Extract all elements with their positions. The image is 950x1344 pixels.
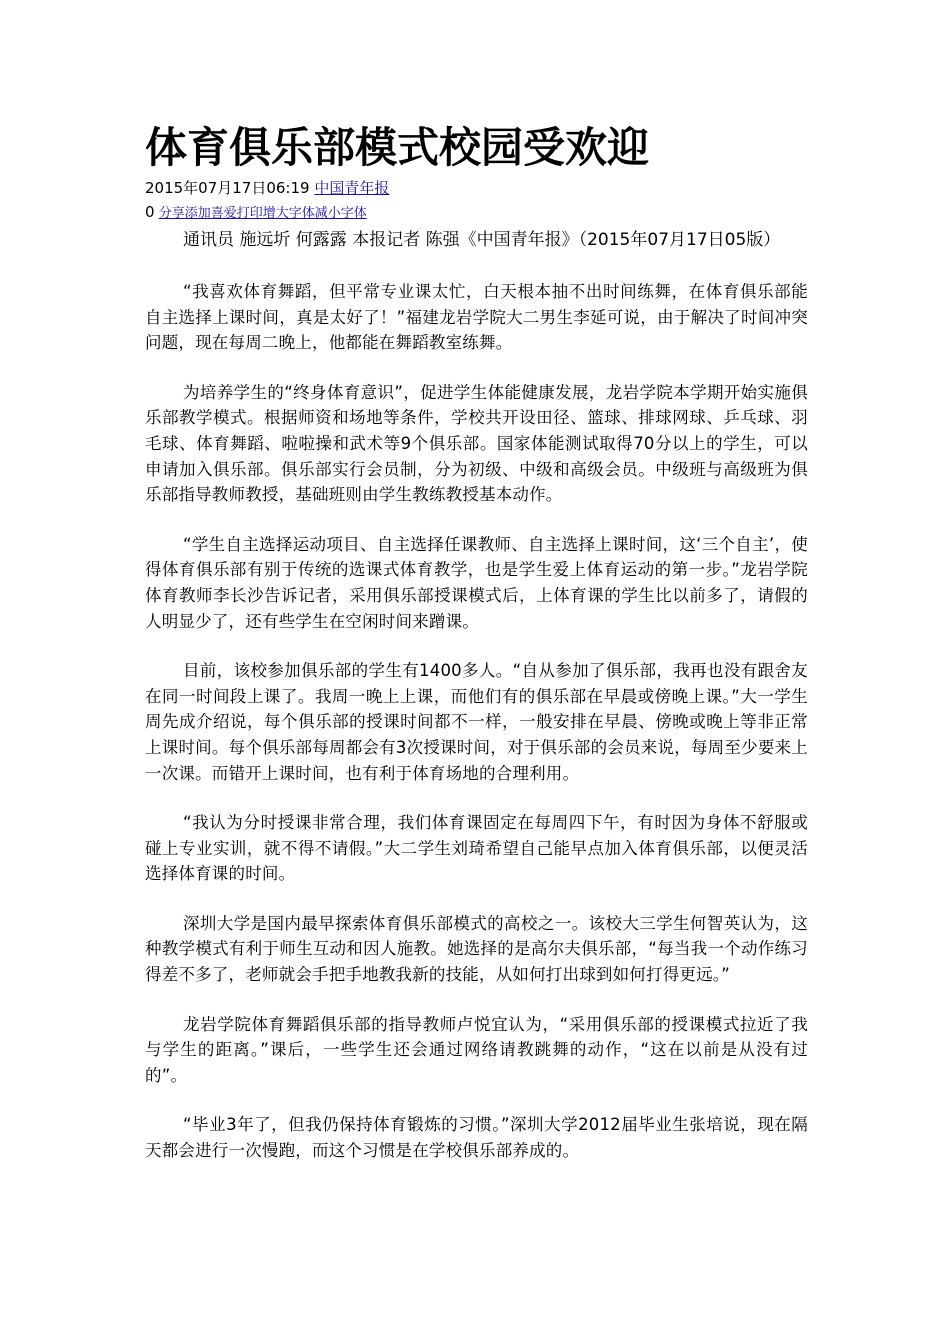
article <box>145 118 808 1188</box>
paragraph-2: 为培养学生的“终身体育意识”，促进学生体能健康发展，龙岩学院本学期开始实施俱乐部教学模式。根据师资和场地等条件，学校共开设田径、篮球、排球网球、乒乓球、羽毛球、体育舞蹈、啦啦操和武术等9个俱乐部。国家体能测试取得70分以上的学生，可以申请加入俱乐部。俱乐部实行会员制，分为初级、中级和高级会员。中级班与高级班为俱乐部指导教师教授，基础班则由学生教练教授基本动作。 <box>145 382 808 505</box>
paragraph-8: “毕业3年了，但我仍保持体育锻炼的习惯。”深圳大学2012届毕业生张培说，现在隔天都会进行一次慢跑，而这个习惯是在学校俱乐部养成的。 <box>145 1115 808 1161</box>
publish-datetime: 2015年07月17日06:19 <box>145 179 310 197</box>
decrease-font-link[interactable]: 减小字体 <box>314 206 367 221</box>
increase-font-link[interactable]: 增大字体 <box>262 206 315 221</box>
article-body <box>145 279 808 1164</box>
share-count: 0 <box>145 203 155 221</box>
add-favorite-link[interactable]: 添加喜爱 <box>184 206 237 221</box>
article-byline: 通讯员 施远圻 何露露 本报记者 陈强《中国青年报》（2015年07月17日05版） <box>183 230 781 250</box>
article-tools <box>145 202 808 224</box>
print-link[interactable]: 打印 <box>236 206 263 221</box>
paragraph-4: 目前，该校参加俱乐部的学生有1400多人。“自从参加了俱乐部，我再也没有跟舍友在同一时间段上课了。我周一晚上上课，而他们有的俱乐部在早晨或傍晚上课。”大一学生周先成介绍说，每个俱乐部的授课时间都不一样，一般安排在早晨、傍晚或晚上等非正常上课时间。每个俱乐部每周都会有3次授课时间，对于俱乐部的会员来说，每周至少要来上一次课。而错开上课时间，也有利于体育场地的合理利用。 <box>145 661 808 783</box>
paragraph-7: 龙岩学院体育舞蹈俱乐部的指导教师卢悦宜认为，“采用俱乐部的授课模式拉近了我与学生的距离。”课后，一些学生还会通过网络请教跳舞的动作，“这在以前是从没有过的”。 <box>145 1014 808 1085</box>
article-title: 体育俱乐部模式校园受欢迎 <box>145 123 650 172</box>
source-link[interactable]: 中国青年报 <box>314 179 390 197</box>
share-link[interactable]: 分享 <box>158 206 185 221</box>
paragraph-1: “我喜欢体育舞蹈，但平常专业课太忙，白天根本抽不出时间练舞，在体育俱乐部能自主选择上课时间，真是太好了！”福建龙岩学院大二男生李延可说，由于解决了时间冲突问题，现在每周二晚上，他都能在舞蹈教室练舞。 <box>145 282 808 353</box>
paragraph-6: 深圳大学是国内最早探索体育俱乐部模式的高校之一。该校大三学生何智英认为，这种教学模式有利于师生互动和因人施教。她选择的是高尔夫俱乐部，“每当我一个动作练习得差不多了，老师就会手把手地教我新的技能，从如何打出球到如何打得更远。” <box>145 913 808 985</box>
article-meta <box>145 178 808 198</box>
paragraph-3: “学生自主选择运动项目、自主选择任课教师、自主选择上课时间，这‘三个自主’，使得体育俱乐部有别于传统的选课式体育教学，也是学生爱上体育运动的第一步。”龙岩学院体育教师李长沙告诉记者，采用俱乐部授课模式后，上体育课的学生比以前多了，请假的人明显少了，还有些学生在空闲时间来蹭课。 <box>145 534 808 631</box>
paragraph-5: “我认为分时授课非常合理，我们体育课固定在每周四下午，有时因为身体不舒服或碰上专业实训，就不得不请假。”大二学生刘琦希望自己能早点加入体育俱乐部，以便灵活选择体育课的时间。 <box>145 813 808 884</box>
